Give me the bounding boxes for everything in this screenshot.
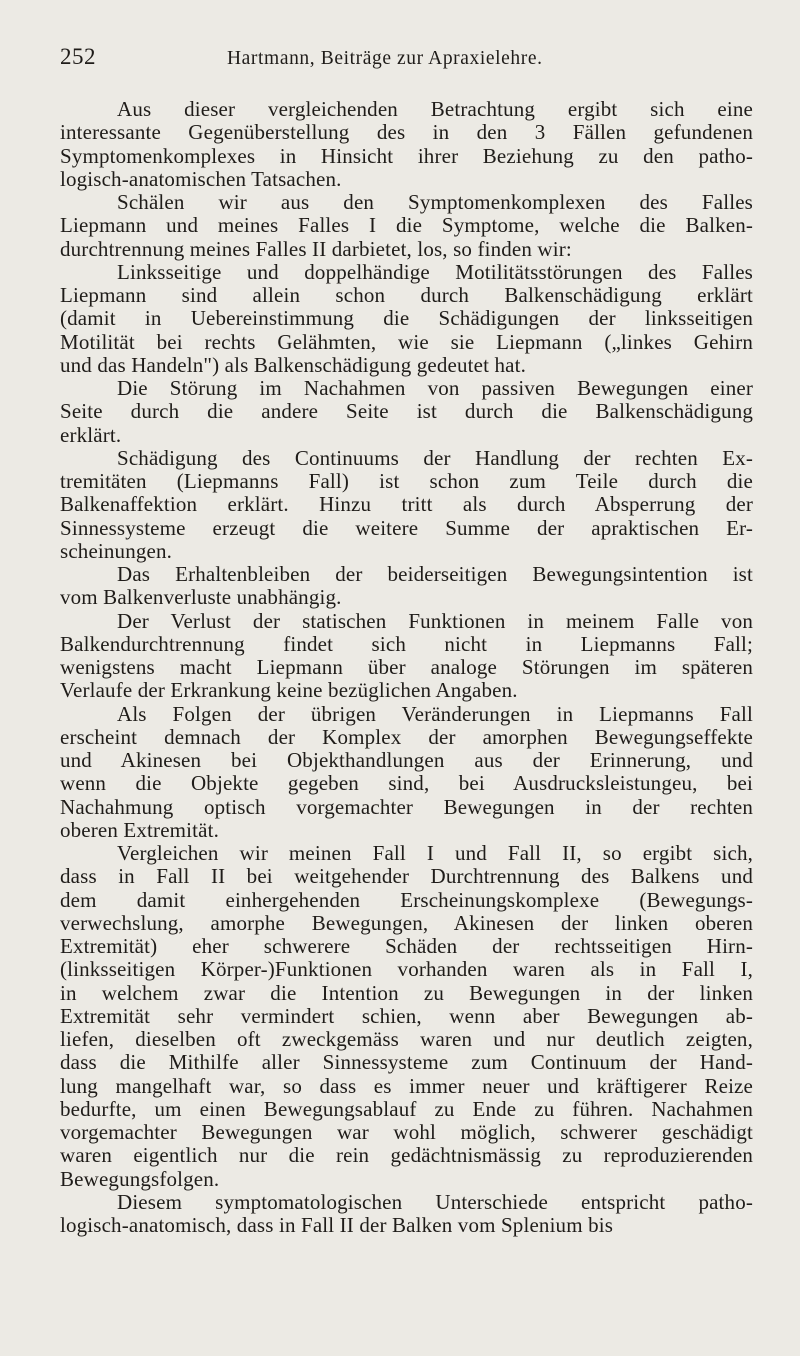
text-line: Extremität sehr vermindert schien, wenn aber Bewegungen ab- (60, 1003, 753, 1028)
text-line: Sinnessysteme erzeugt die weitere Summe der apraktischen Er- (60, 515, 753, 540)
text-line: Motilität bei rechts Gelähmten, wie sie Liepmann („linkes Gehirn (60, 329, 753, 354)
text-line: erscheint demnach der Komplex der amorphen Bewegungseffekte (60, 724, 753, 749)
text-line: Liepmann sind allein schon durch Balkenschädigung erklärt (60, 283, 753, 307)
text-line: Die Störung im Nachahmen von passiven Bewegungen einer (117, 376, 753, 400)
text-line: vorgemachter Bewegungen war wohl möglich, schwerer geschädigt (60, 1120, 753, 1144)
text-line: und Akinesen bei Objekthandlungen aus der Erinnerung, und (60, 748, 753, 772)
text-line: interessante Gegenüberstellung des in den 3 Fällen gefundenen (60, 120, 753, 145)
text-line: Nachahmung optisch vorgemachter Bewegungen in der rechten (60, 794, 753, 819)
text-line: Diesem symptomatologischen Unterschiede entspricht patho- (117, 1189, 753, 1214)
text-line: Seite durch die andere Seite ist durch die Balkenschädigung (60, 399, 753, 424)
paragraph (60, 1191, 753, 1238)
text-line: waren eigentlich nur die rein gedächtnismässig zu reproduzierenden (60, 1143, 753, 1168)
text-line: scheinungen. (60, 538, 173, 563)
paragraph (60, 610, 753, 703)
text-line: Aus dieser vergleichenden Betrachtung ergibt sich eine (117, 97, 753, 121)
text-line: Verlaufe der Erkrankung keine bezüglichen Angaben. (60, 678, 518, 703)
text-line: tremitäten (Liepmanns Fall) ist schon zum Teile durch die (60, 469, 753, 493)
page-number: 252 (60, 44, 96, 69)
paragraph (60, 98, 753, 191)
text-line: erklärt. (60, 422, 122, 447)
text-line: dass in Fall II bei weitgehender Durchtrennung des Balkens und (60, 864, 753, 889)
text-line: Das Erhaltenbleiben der beiderseitigen Bewegungsintention ist (117, 562, 753, 586)
text-line: liefen, dieselben oft zweckgemäss waren und nur deutlich zeigten, (60, 1027, 753, 1051)
paragraph (60, 447, 753, 563)
text-line: (linksseitigen Körper-)Funktionen vorhanden waren als in Fall I, (60, 957, 753, 982)
text-line: Schälen wir aus den Symptomenkomplexen des Falles (117, 190, 753, 214)
paragraph (60, 261, 753, 377)
text-line: dass die Mithilfe aller Sinnessysteme zum Continuum der Hand- (60, 1050, 753, 1075)
running-head: Hartmann, Beiträge zur Apraxielehre. (227, 48, 543, 69)
text-line: (damit in Uebereinstimmung die Schädigungen der linksseitigen (60, 306, 753, 331)
paragraph (60, 377, 753, 447)
text-line: durchtrennung meines Falles II darbietet, los, so finden wir: (60, 236, 572, 261)
text-line: Balkendurchtrennung findet sich nicht in Liepmanns Fall; (60, 631, 753, 656)
page-header (60, 44, 800, 74)
text-line: verwechslung, amorphe Bewegungen, Akinesen der linken oberen (60, 910, 753, 935)
text-line: vom Balkenverluste unabhängig. (60, 585, 342, 610)
text-line: Als Folgen der übrigen Veränderungen in Liepmanns Fall (117, 701, 753, 726)
text-line: dem damit einhergehenden Erscheinungskomplexe (Bewegungs- (60, 887, 753, 912)
text-line: Der Verlust der statischen Funktionen in meinem Falle von (117, 608, 753, 633)
text-line: Schädigung des Continuums der Handlung der rechten Ex- (117, 445, 753, 470)
text-line: logisch-anatomisch, dass in Fall II der Balken vom Splenium bis (60, 1213, 614, 1237)
text-line: Balkenaffektion erklärt. Hinzu tritt als durch Absperrung der (60, 492, 753, 517)
text-line: logisch-anatomischen Tatsachen. (60, 166, 342, 191)
paragraph (60, 191, 753, 261)
text-line: oberen Extremität. (60, 817, 219, 842)
text-line: in welchem zwar die Intention zu Bewegungen in der linken (60, 980, 753, 1005)
text-line: Vergleichen wir meinen Fall I und Fall II, so ergibt sich, (117, 841, 753, 865)
text-line: und das Handeln") als Balkenschädigung gedeutet hat. (60, 352, 526, 377)
paragraph (60, 842, 753, 1191)
body-text (60, 98, 753, 1237)
text-line: Bewegungsfolgen. (60, 1166, 220, 1191)
text-line: wenn die Objekte gegeben sind, bei Ausdrucksleistungeu, bei (60, 771, 753, 796)
text-line: Extremität) eher schwerere Schäden der rechtsseitigen Hirn- (60, 934, 753, 958)
text-line: Symptomenkomplexes in Hinsicht ihrer Beziehung zu den patho- (60, 143, 753, 168)
text-line: Liepmann und meines Falles I die Symptome, welche die Balken- (60, 213, 753, 238)
text-line: lung mangelhaft war, so dass es immer neuer und kräftigerer Reize (60, 1073, 753, 1098)
text-line: Linksseitige und doppelhändige Motilitätsstörungen des Falles (117, 259, 753, 284)
paragraph (60, 563, 753, 610)
text-line: wenigstens macht Liepmann über analoge Störungen im späteren (60, 655, 753, 679)
paragraph (60, 703, 753, 843)
text-line: bedurfte, um einen Bewegungsablauf zu Ende zu führen. Nachahmen (60, 1096, 753, 1121)
